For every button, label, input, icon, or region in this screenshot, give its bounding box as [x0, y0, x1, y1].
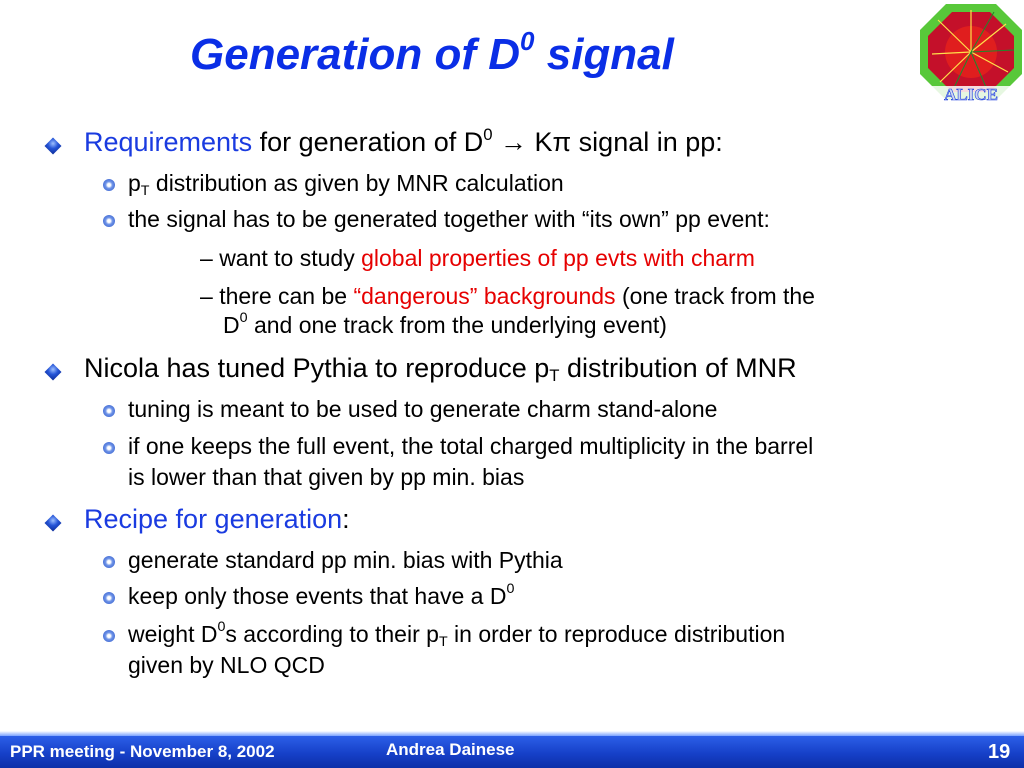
bullet-weight-line2: given by NLO QCD [128, 652, 325, 678]
page-number: 19 [988, 741, 1011, 763]
dash: – [200, 245, 213, 271]
level2-bullet-icon [103, 630, 115, 642]
bullet-nicola-pythia [84, 353, 797, 384]
dash-item-continuation [223, 312, 667, 339]
highlight-text: “dangerous” backgrounds [353, 283, 616, 309]
superscript: 0 [217, 619, 226, 635]
bullet-signal-together: the signal has to be generated together with “its own” pp event: [128, 206, 770, 232]
footer-author: Andrea Dainese [386, 740, 515, 759]
level2-bullet-icon [103, 405, 115, 417]
recipe-label: Recipe for generation [84, 504, 343, 534]
dash-item-global-properties [200, 245, 755, 272]
level1-bullet-icon [45, 515, 62, 532]
text: (one track from the [615, 283, 815, 309]
bullet-tuning: tuning is meant to be used to generate charm stand-alone [128, 396, 718, 422]
text: and one track from the underlying event) [247, 312, 667, 338]
subscript: T [140, 183, 150, 199]
bullet-pt-distribution [128, 170, 564, 197]
title-main: Generation of D [190, 30, 521, 79]
text: D [223, 312, 240, 338]
dash: – [200, 283, 213, 309]
slide-title [190, 26, 674, 80]
text: for generation of D [252, 127, 484, 157]
level1-bullet-icon [45, 138, 62, 155]
text: want to study [219, 245, 362, 271]
text: keep only those events that have a D [128, 583, 507, 609]
bullet-generate-standard: generate standard pp min. bias with Pythia [128, 547, 563, 573]
subscript: T [549, 366, 560, 385]
requirements-label: Requirements [84, 127, 253, 157]
level2-bullet-icon [103, 179, 115, 191]
title-sup: 0 [520, 26, 535, 56]
level2-bullet-icon [103, 215, 115, 227]
bullet-keep-events [128, 583, 514, 610]
bullet-weight-line1 [128, 621, 785, 648]
superscript: 0 [483, 125, 493, 144]
subscript: T [438, 634, 448, 650]
text: there can be [219, 283, 354, 309]
text: : [342, 504, 350, 534]
title-tail: signal [534, 30, 674, 79]
bullet-recipe [84, 504, 350, 535]
superscript: 0 [506, 581, 515, 597]
bullet-requirements [84, 127, 723, 158]
text: weight D [128, 621, 218, 647]
highlight-text: global properties of pp evts with charm [361, 245, 755, 271]
superscript: 0 [239, 310, 248, 326]
dash-item-dangerous-backgrounds [200, 283, 815, 310]
footer-meeting: PPR meeting - November 8, 2002 [10, 742, 275, 761]
logo-label: ALICE [944, 85, 998, 102]
text: Nicola has tuned Pythia to reproduce p [84, 353, 550, 383]
level2-bullet-icon [103, 592, 115, 604]
level1-bullet-icon [45, 364, 62, 381]
alice-logo-icon [918, 2, 1024, 102]
level2-bullet-icon [103, 556, 115, 568]
text: in order to reproduce distribution [447, 621, 786, 647]
text: distribution of MNR [559, 353, 797, 383]
text: s according to their p [225, 621, 439, 647]
text: → Kπ signal in pp: [492, 127, 723, 157]
text: p [128, 170, 141, 196]
level2-bullet-icon [103, 442, 115, 454]
bullet-full-event-line1: if one keeps the full event, the total charged multiplicity in the barrel [128, 433, 814, 459]
text: distribution as given by MNR calculation [149, 170, 564, 196]
bullet-full-event-line2: is lower than that given by pp min. bias [128, 464, 525, 490]
